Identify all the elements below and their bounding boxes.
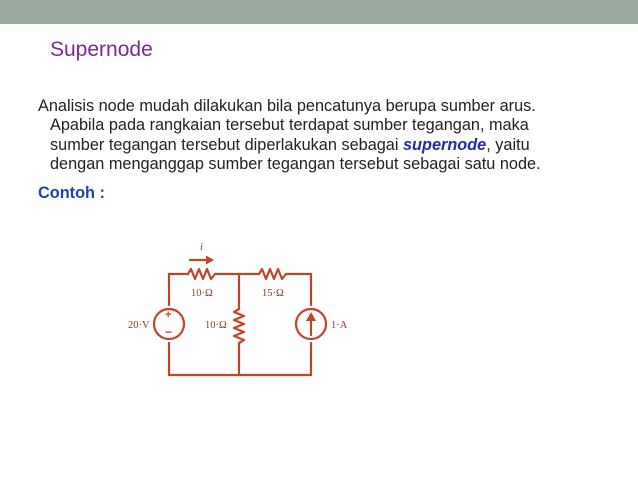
r3-label: 10·Ω	[205, 320, 227, 331]
resistor-r2	[259, 269, 286, 279]
paragraph-line-1: Analisis node mudah dilakukan bila pencatunya berupa sumber arus.	[38, 97, 536, 115]
current-source-arrowhead	[306, 312, 316, 321]
supernode-keyword: supernode	[403, 135, 487, 154]
resistor-r3	[234, 309, 244, 343]
slide-title: Supernode	[50, 38, 153, 61]
vsource-minus: −	[165, 325, 173, 339]
r1-label: 10·Ω	[191, 288, 213, 299]
paragraph-line-3-after: , yaitu	[486, 135, 530, 154]
vsource-label: 20·V	[128, 320, 150, 331]
current-arrowhead	[206, 256, 214, 265]
paragraph-line-2: Apabila pada rangkaian tersebut terdapat sumber tegangan, maka	[50, 116, 529, 135]
isource-label: 1·A	[331, 320, 348, 331]
resistor-r1	[188, 269, 215, 279]
vsource-plus: +	[165, 309, 172, 321]
r2-label: 15·Ω	[262, 288, 284, 299]
paragraph-line-3-before: sumber tegangan tersebut diperlakukan sebagai	[50, 135, 403, 154]
paragraph-line-4: dengan menganggap sumber tegangan tersebut sebagai satu node.	[50, 155, 541, 174]
example-label: Contoh :	[38, 184, 105, 202]
current-label: i	[200, 242, 203, 253]
